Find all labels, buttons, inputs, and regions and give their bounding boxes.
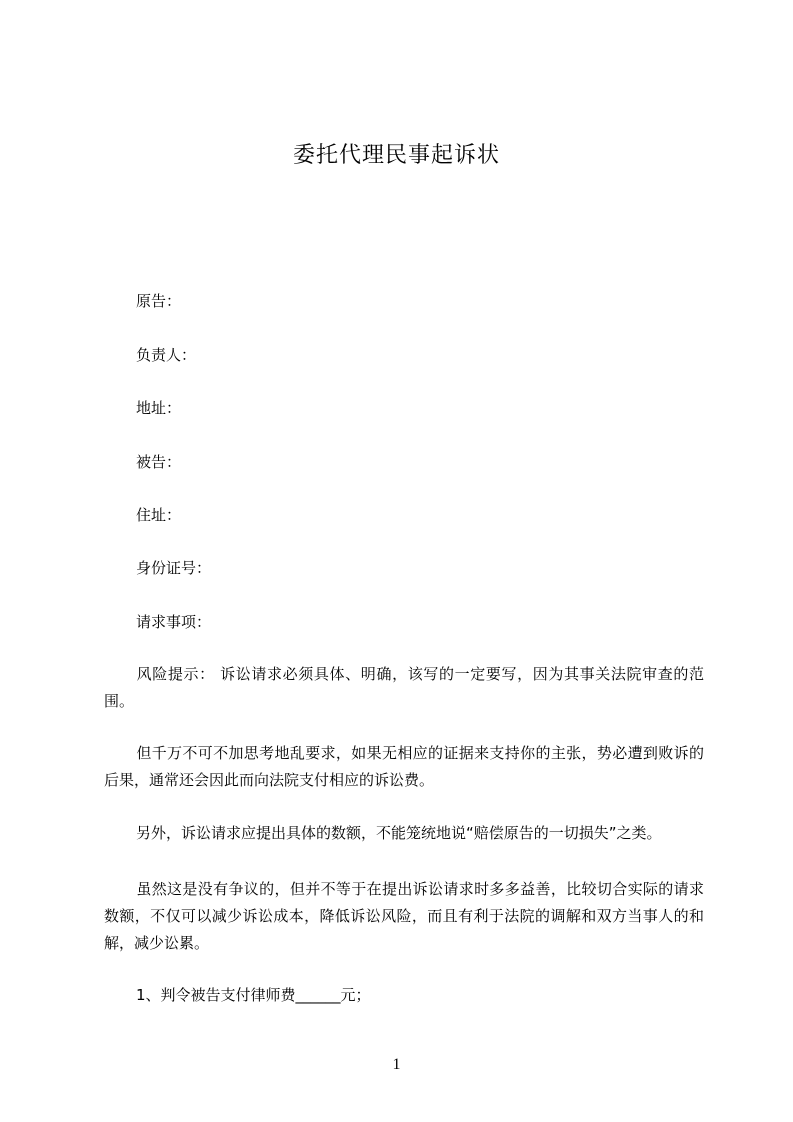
responsible-person-label: 负责人： bbox=[136, 346, 197, 364]
risk-tip-text: 风险提示： 诉讼请求必须具体、明确，该写的一定要写，因为其事关法院审查的范围。 bbox=[104, 665, 704, 710]
residence-label: 住址： bbox=[136, 506, 182, 524]
claim-item-1: 1、判令被告支付律师费______元； bbox=[136, 986, 371, 1004]
reasonable-claim-text: 虽然这是没有争议的，但并不等于在提出诉讼请求时多多益善，比较切合实际的请求数额，不仅可以减少诉讼成本，降低诉讼风险，而且有利于法院的调解和双方当事人的和解，减少讼累。 bbox=[104, 880, 704, 952]
defendant-label: 被告： bbox=[136, 453, 182, 471]
plaintiff-label: 原告： bbox=[136, 292, 182, 310]
risk-tip-paragraph bbox=[104, 661, 704, 715]
id-number-label: 身份证号： bbox=[136, 559, 212, 577]
caution-paragraph bbox=[104, 740, 704, 794]
specific-amount-paragraph bbox=[136, 820, 736, 847]
reasonable-claim-paragraph bbox=[104, 876, 704, 957]
specific-amount-text: 另外，诉讼请求应提出具体的数额，不能笼统地说“赔偿原告的一切损失”之类。 bbox=[136, 824, 662, 842]
claims-label: 请求事项： bbox=[136, 613, 212, 631]
address-label: 地址： bbox=[136, 399, 182, 417]
document-title: 委托代理民事起诉状 bbox=[292, 143, 500, 168]
caution-text: 但千万不可不加思考地乱要求，如果无相应的证据来支持你的主张，势必遭到败诉的后果，通常还会因此而向法院支付相应的诉讼费。 bbox=[104, 744, 704, 789]
page-number: 1 bbox=[392, 1056, 401, 1073]
